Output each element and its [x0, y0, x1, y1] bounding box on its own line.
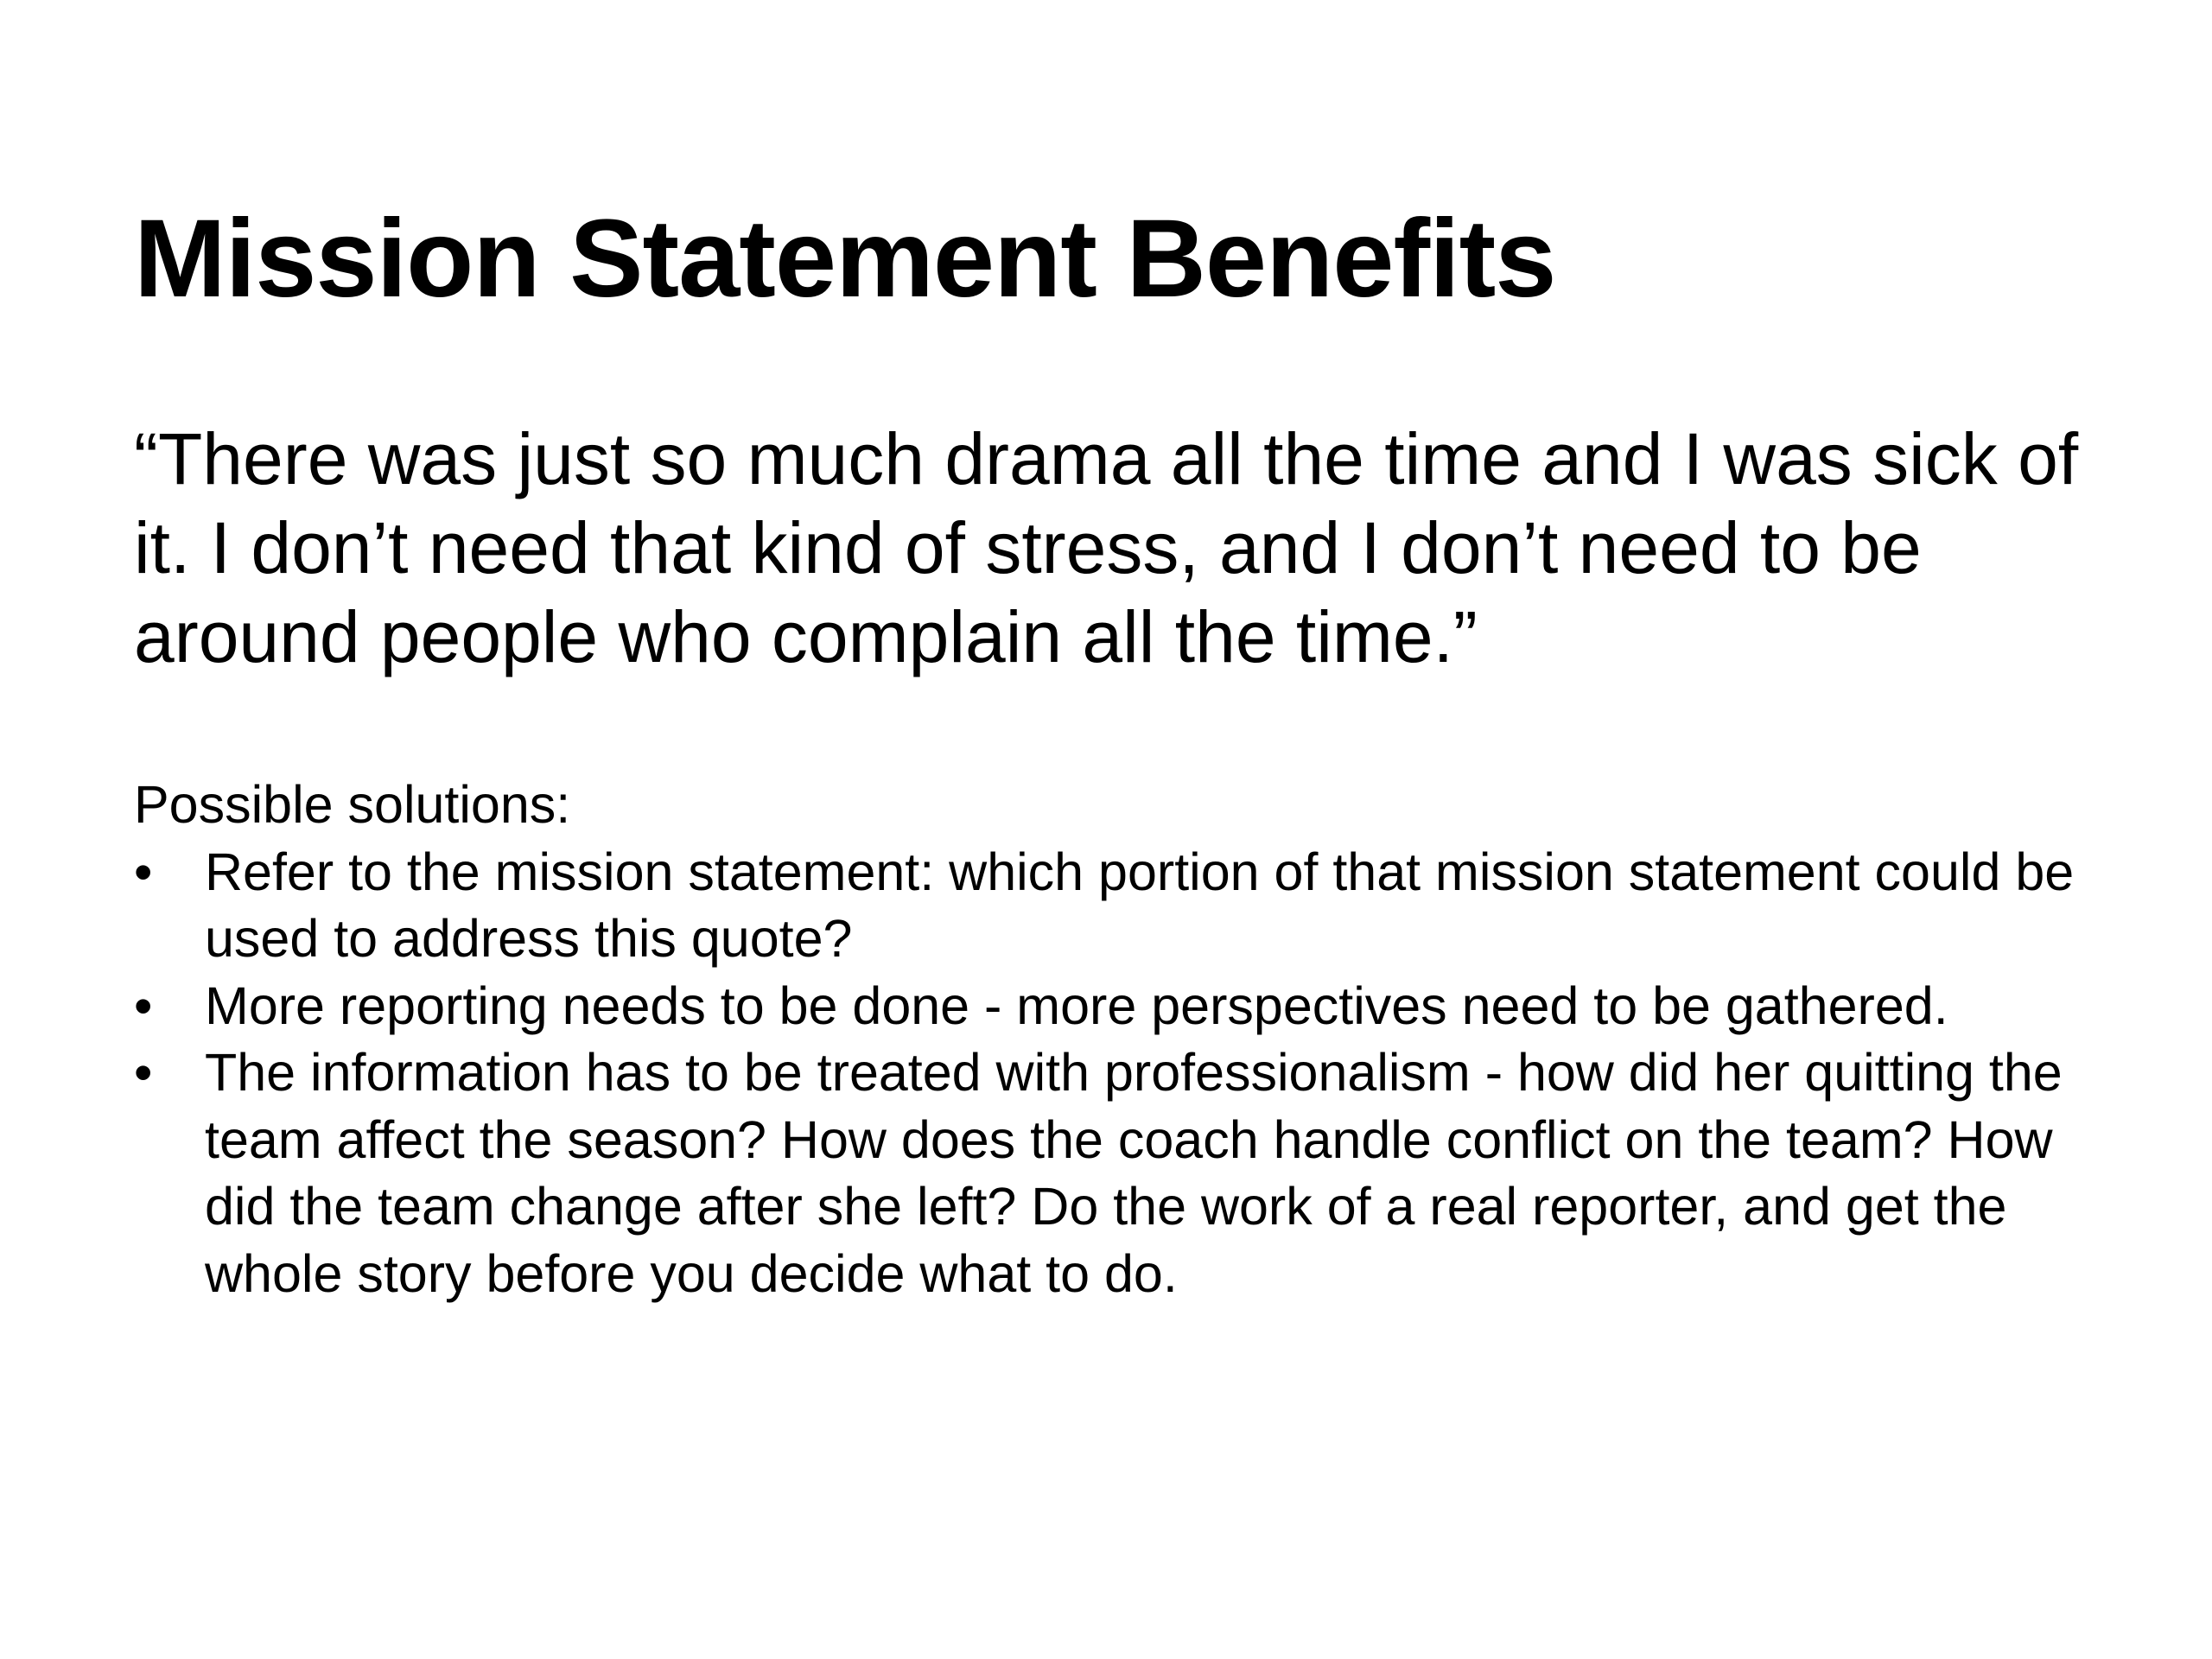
- quote-text: “There was just so much drama all the time and I was sick of it. I don’t need that kind of stress, and I don’t need to be around people who complain all the time.”: [134, 418, 2079, 677]
- list-item: [134, 973, 2121, 1040]
- list-item-text: Refer to the mission statement: which portion of that mission statement could be used to address this quote?: [205, 842, 2075, 968]
- bullet-icon: •: [134, 842, 153, 901]
- solutions-label: Possible solutions:: [134, 775, 571, 834]
- solutions-list: [134, 839, 2121, 1308]
- list-item-text: The information has to be treated with professionalism - how did her quitting the team affect the season? How does the coach handle conflict on the team? How did the team change after she left? Do the work of a real reporter, and get the whole story before you decide what to do.: [205, 1043, 2063, 1303]
- slide-title: Mission Statement Benefits: [134, 197, 1556, 321]
- list-item: [134, 839, 2121, 973]
- bullet-icon: •: [134, 976, 153, 1035]
- solutions-section: [134, 772, 2121, 1307]
- bullet-icon: •: [134, 1043, 153, 1102]
- list-item-text: More reporting needs to be done - more perspectives need to be gathered.: [205, 976, 1948, 1035]
- list-item: [134, 1039, 2121, 1307]
